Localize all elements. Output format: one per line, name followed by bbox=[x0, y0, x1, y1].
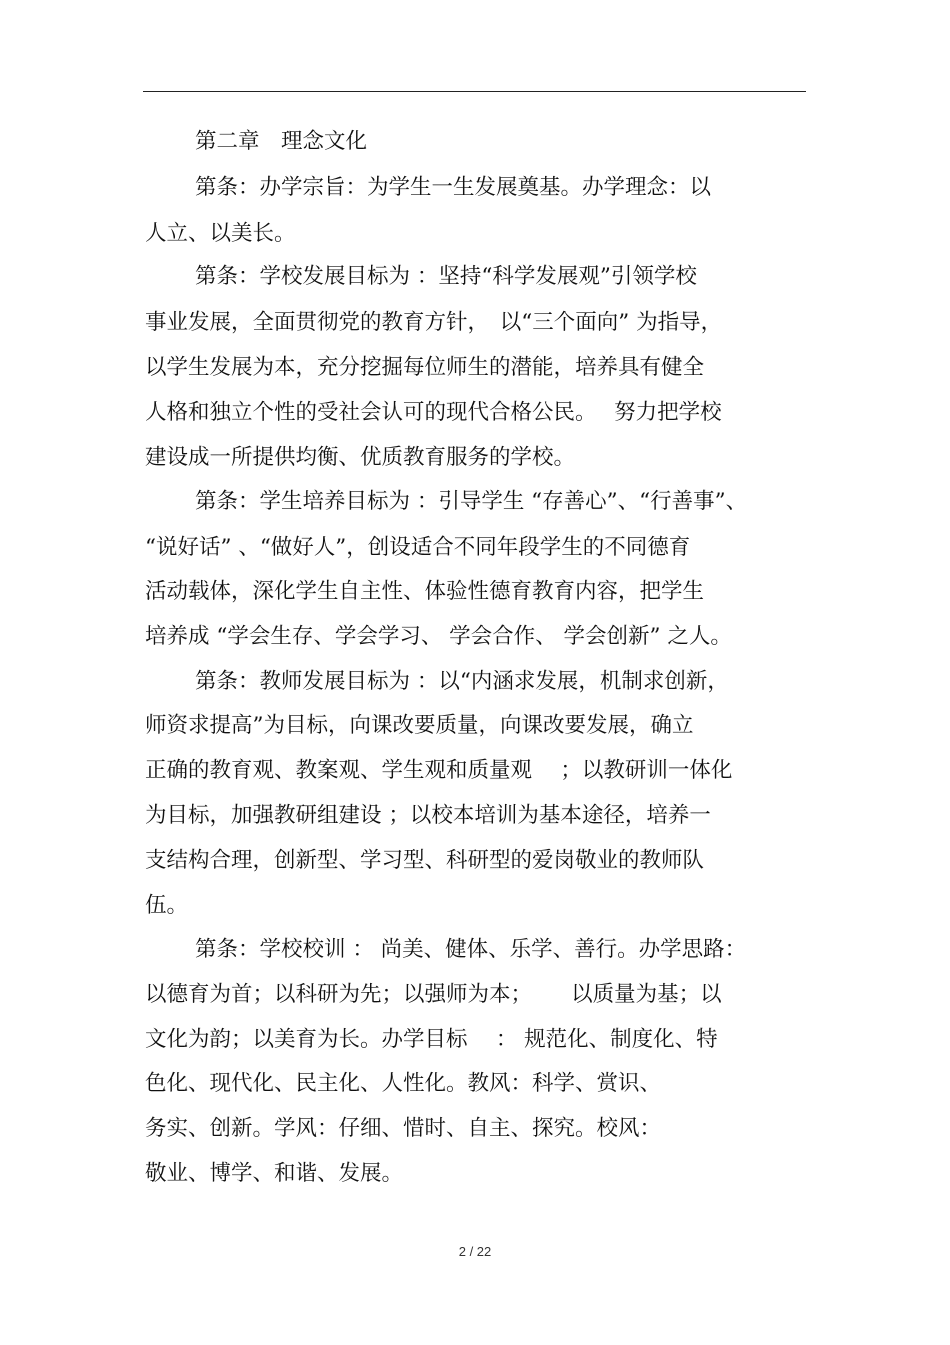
text-line: 支结构合理，创新型、学习型、科研型的爱岗敬业的教师队 bbox=[145, 848, 705, 873]
text-line: 第条：教师发展目标为 ：以“内涵求发展，机制求创新， bbox=[195, 669, 729, 694]
text-line: 人立、以美长。 bbox=[145, 221, 296, 246]
text-line: 建设成一所提供均衡、优质教育服务的学校。 bbox=[145, 445, 576, 470]
header-rule bbox=[143, 91, 806, 92]
text-line: 为目标，加强教研组建设 ；以校本培训为基本途径，培养一 bbox=[145, 803, 711, 828]
text-line: 正确的教育观、教案观、学生观和质量观 ；以教研训一体化 bbox=[145, 758, 733, 783]
text-line: 师资求提高”为目标，向课改要质量，向课改要发展，确立 bbox=[145, 713, 694, 738]
page-number: 2 / 22 bbox=[458, 1244, 492, 1259]
text-line: 敬业、博学、和谐、发展。 bbox=[145, 1161, 404, 1186]
text-line: 务实、创新。学风：仔细、惜时、自主、探究。校风： bbox=[145, 1116, 662, 1141]
text-line: 以德育为首；以科研为先；以强师为本； 以质量为基；以 bbox=[145, 982, 722, 1007]
text-line: 第条：办学宗旨：为学生一生发展奠基。办学理念：以 bbox=[195, 175, 712, 200]
text-line: 培养成 “学会生存、学会学习、 学会合作、 学会创新” 之人。 bbox=[145, 624, 732, 649]
text-line: 伍。 bbox=[145, 893, 189, 918]
text-line: 第条：学校发展目标为 ：坚持“科学发展观”引领学校 bbox=[195, 264, 697, 289]
text-line: 事业发展，全面贯彻党的教育方针， 以“三个面向” 为指导， bbox=[145, 310, 723, 335]
text-line: 人格和独立个性的受社会认可的现代合格公民。 努力把学校 bbox=[145, 400, 722, 425]
text-line: 文化为韵；以美育为长。办学目标 ： 规范化、制度化、特 bbox=[145, 1027, 718, 1052]
text-line: 第条：学校校训 ： 尚美、健体、乐学、善行。办学思路： bbox=[195, 937, 747, 962]
chapter-heading: 第二章 理念文化 bbox=[195, 129, 368, 154]
text-line: 色化、现代化、民主化、人性化。教风：科学、赏识、 bbox=[145, 1071, 662, 1096]
text-line: “说好话” 、“做好人”，创设适合不同年段学生的不同德育 bbox=[145, 535, 691, 560]
text-line: 第条：学生培养目标为 ：引导学生 “存善心”、“行善事”、 bbox=[195, 489, 748, 514]
text-line: 活动载体，深化学生自主性、体验性德育教育内容，把学生 bbox=[145, 579, 705, 604]
text-line: 以学生发展为本，充分挖掘每位师生的潜能，培养具有健全 bbox=[145, 355, 705, 380]
